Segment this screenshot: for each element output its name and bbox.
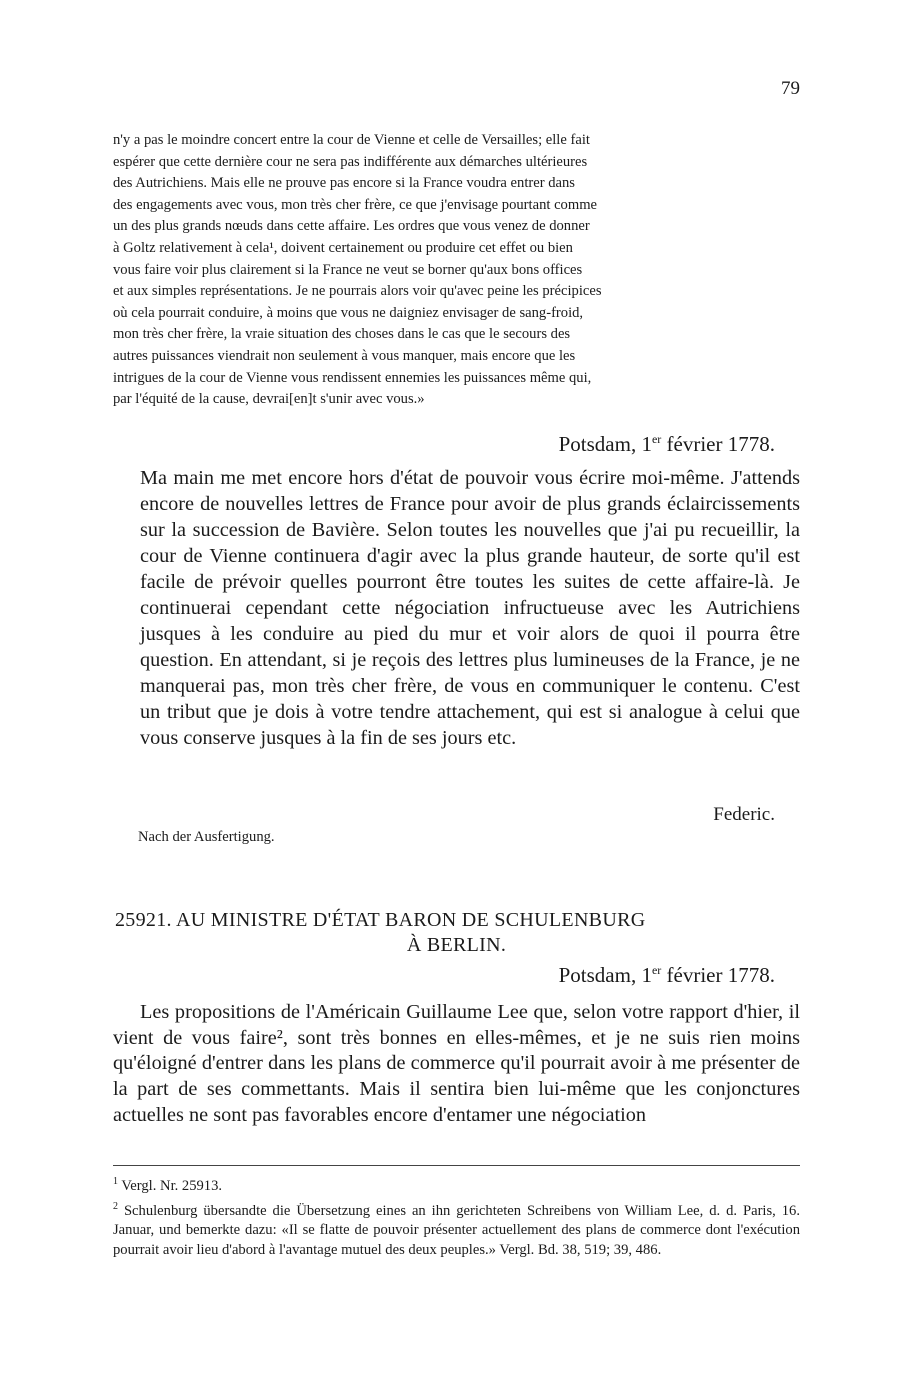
letter-body: Ma main me met encore hors d'état de pouvoir vous écrire moi-même. J'attends encore de nouvelles lettres de France pour avoir de plus grands éclaircissements sur la succession de Bavière. Selon toutes les nouvelles que j'ai pu recueillir, la cour de Vienne continuera d'agir avec la plus grande hauteur, de sorte qu'il est facile de prévoir quelles pourront être toutes les suites de cette affaire-là. Je continuerai cependant cette négociation infructueuse avec les Autrichiens jusques à les conduire au pied du mur et voir alors de quoi il pourra être question. En attendant, si je reçois des lettres plus lumineuses de la France, je ne manquerai pas, mon très cher frère, de vous en communiquer le contenu. C'est un tribut que je dois à votre tendre attachement, qui est si analogue à celui que vous conserve jusques à la fin de ses jours etc. xyxy=(140,467,800,749)
quote-line: autres puissances viendrait non seulement à vous manquer, mais encore que les xyxy=(113,347,576,364)
letter-dateline xyxy=(360,963,775,988)
heading-line: À BERLIN. xyxy=(406,934,507,956)
footnote-text: Schulenburg übersandte die Übersetzung eines an ihn gerichteten Schreibens von William Lee, d. d. Paris, 16. Januar, und bemerkte dazu: «Il se flatte de pouvoir présenter actuellement des plans de commerce dont l'exécution pourrait avoir lieu d'abord à l'avantage mutuel des deux peuples.» Vergl. Bd. 38, 519; 39, 486. xyxy=(113,1202,800,1259)
quote-line: espérer que cette dernière cour ne sera pas indifférente aux démarches ultérieures xyxy=(113,153,588,170)
source-note: Nach der Ausfertigung. xyxy=(138,829,275,845)
footnote xyxy=(113,1197,800,1261)
quote-line: par l'équité de la cause, devrai[en]t s'unir avec vous.» xyxy=(113,391,425,408)
signature: Federic. xyxy=(713,804,775,825)
letter-body: Les propositions de l'Américain Guillaume Lee que, selon votre rapport d'hier, il vient de vous faire², sont très bonnes en elles-mêmes, et je ne suis rien moins qu'éloigné d'entrer dans les plans de commerce qu'il pourrait avoir à me présenter de la part de ses commettants. Mais il sentira bien lui-même que les conjonctures actuelles ne sont pas favorables encore d'entamer une négociation xyxy=(113,1001,800,1126)
page-number: 79 xyxy=(781,78,800,99)
quote-line: intrigues de la cour de Vienne vous rendissent ennemies les puissances même qui, xyxy=(113,369,592,386)
footnote-mark: 1 xyxy=(113,1176,118,1187)
footnote xyxy=(113,1172,800,1197)
quote-line: à Goltz relativement à cela¹, doivent certainement ou produire cet effet ou bien xyxy=(113,239,573,256)
letter-heading xyxy=(113,908,800,958)
dateline-place: Potsdam, 1 xyxy=(558,963,652,987)
quote-line: où cela pourrait conduire, à moins que vous ne daigniez envisager de sang-froid, xyxy=(113,304,584,321)
footnotes xyxy=(113,1172,800,1261)
footnote-text: Vergl. Nr. 25913. xyxy=(118,1177,223,1194)
quote-line: et aux simples représentations. Je ne pourrais alors voir qu'avec peine les précipices xyxy=(113,283,602,300)
footnote-divider xyxy=(113,1165,800,1166)
dateline-ordinal: er xyxy=(651,432,662,446)
letter-dateline xyxy=(360,432,775,457)
dateline-date: février 1778. xyxy=(661,963,775,987)
quote-line: mon très cher frère, la vraie situation des choses dans le cas que le secours des xyxy=(113,326,571,343)
quote-line: des Autrichiens. Mais elle ne prouve pas encore si la France voudra entrer dans xyxy=(113,175,575,192)
dateline-ordinal: er xyxy=(651,963,662,977)
footnote-mark: 2 xyxy=(113,1200,118,1212)
quote-line: vous faire voir plus clairement si la France ne veut se borner qu'aux bons offices xyxy=(113,261,583,278)
dateline-date: février 1778. xyxy=(661,432,775,456)
dateline-place: Potsdam, 1 xyxy=(558,432,652,456)
heading-line: 25921. AU MINISTRE D'ÉTAT BARON DE SCHULENBURG xyxy=(115,909,646,931)
quoted-letter-excerpt xyxy=(113,130,800,411)
quote-line: un des plus grands nœuds dans cette affaire. Les ordres que vous venez de donner xyxy=(113,218,590,235)
quote-line: des engagements avec vous, mon très cher frère, ce que j'envisage pourtant comme xyxy=(113,196,598,213)
quote-line: n'y a pas le moindre concert entre la cour de Vienne et celle de Versailles; elle fait xyxy=(113,132,590,148)
